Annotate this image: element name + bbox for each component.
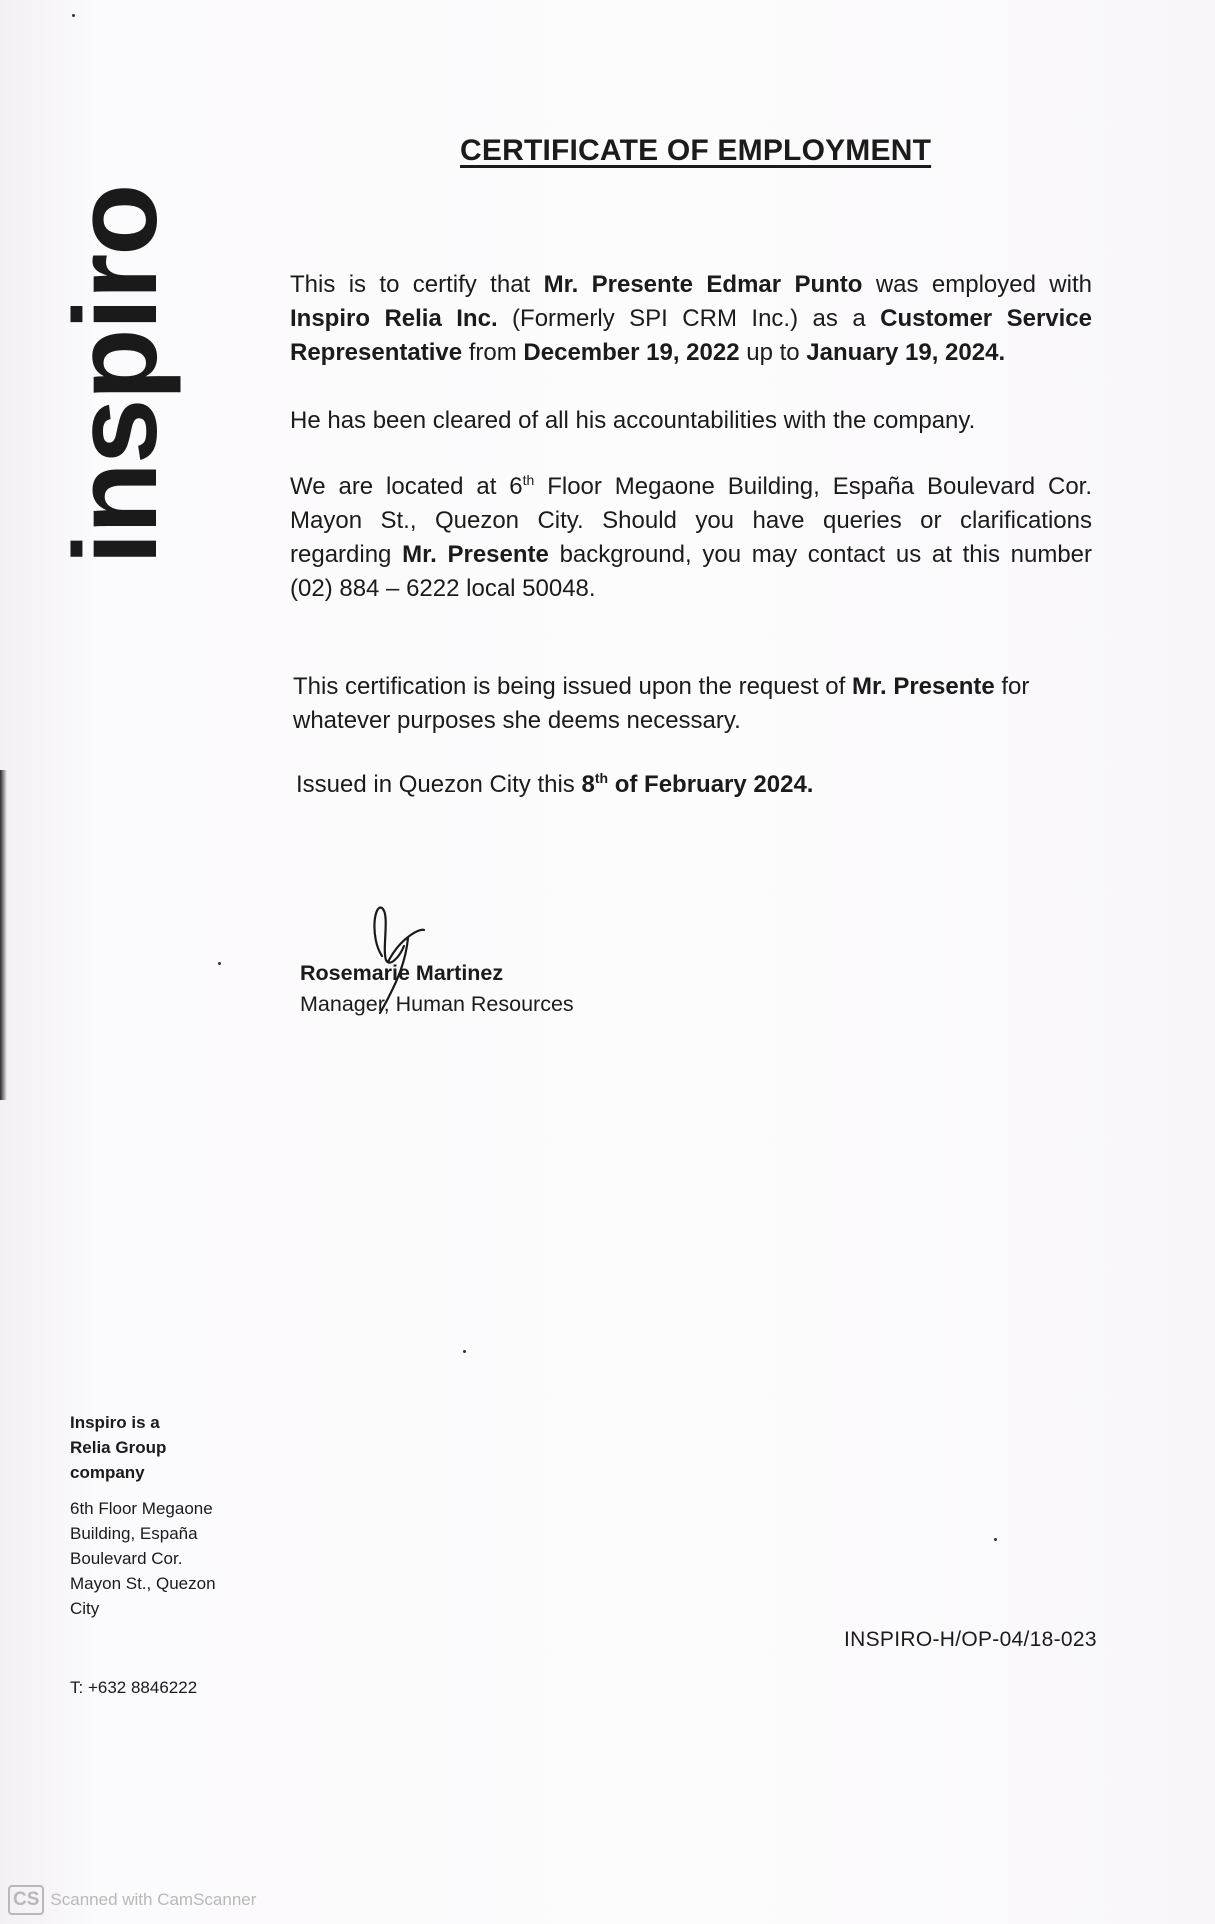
start-date: December 19, 2022 bbox=[523, 339, 740, 366]
document-title: CERTIFICATE OF EMPLOYMENT bbox=[460, 134, 932, 167]
company-address: 6th Floor Megaone Building, España Boulevard Cor. Mayon St., Quezon City bbox=[70, 1499, 216, 1618]
employee-name: Mr. Presente Edmar Punto bbox=[543, 271, 863, 298]
reference-code: INSPIRO-H/OP-04/18-023 bbox=[844, 1628, 1097, 1651]
logo-text: inspiro bbox=[50, 185, 182, 565]
issue-date-paragraph: Issued in Quezon City this 8th of February 2024. bbox=[296, 770, 814, 798]
end-date: January 19, 2024. bbox=[806, 339, 1006, 366]
signatory-role: Manager, Human Resources bbox=[300, 992, 574, 1016]
watermark-text: Scanned with CamScanner bbox=[50, 1890, 257, 1909]
purpose-paragraph: This certification is being issued upon the request of Mr. Presente for whatever purposes she deems necessary. bbox=[293, 673, 1030, 734]
job-position: Customer Service Representative bbox=[290, 305, 1092, 366]
company-name: Inspiro Relia Inc. bbox=[290, 305, 498, 332]
scan-speck bbox=[994, 1538, 997, 1541]
company-note: Inspiro is a Relia Group company bbox=[70, 1413, 167, 1482]
employment-paragraph: This is to certify that Mr. Presente Edmar Punto was employed with Inspiro Relia Inc. (Formerly SPI CRM Inc.) as a Customer Service Representative from December 19, 2022 up to January 19, 2024. bbox=[290, 271, 1092, 366]
camscanner-watermark bbox=[8, 1885, 256, 1915]
scan-speck bbox=[72, 14, 75, 17]
scan-speck bbox=[218, 962, 221, 965]
inspiro-logo bbox=[38, 135, 182, 575]
scan-edge-shadow bbox=[0, 770, 7, 1100]
scan-speck bbox=[463, 1350, 466, 1353]
employee-short-name: Mr. Presente bbox=[402, 541, 549, 568]
company-phone: T: +632 8846222 bbox=[70, 1678, 198, 1697]
contact-paragraph: We are located at 6th Floor Megaone Building, España Boulevard Cor. Mayon St., Quezon City. Should you have queries or clarifications regarding Mr. Presente background, you may contact us at this number (02) 884 – 6222 local 50048. bbox=[290, 472, 1093, 602]
signature-block bbox=[300, 958, 574, 1020]
clearance-paragraph: He has been cleared of all his accountabilities with the company. bbox=[290, 407, 976, 434]
camscanner-badge: CS bbox=[8, 1885, 44, 1915]
signatory-name: Rosemarie Martinez bbox=[300, 961, 504, 985]
